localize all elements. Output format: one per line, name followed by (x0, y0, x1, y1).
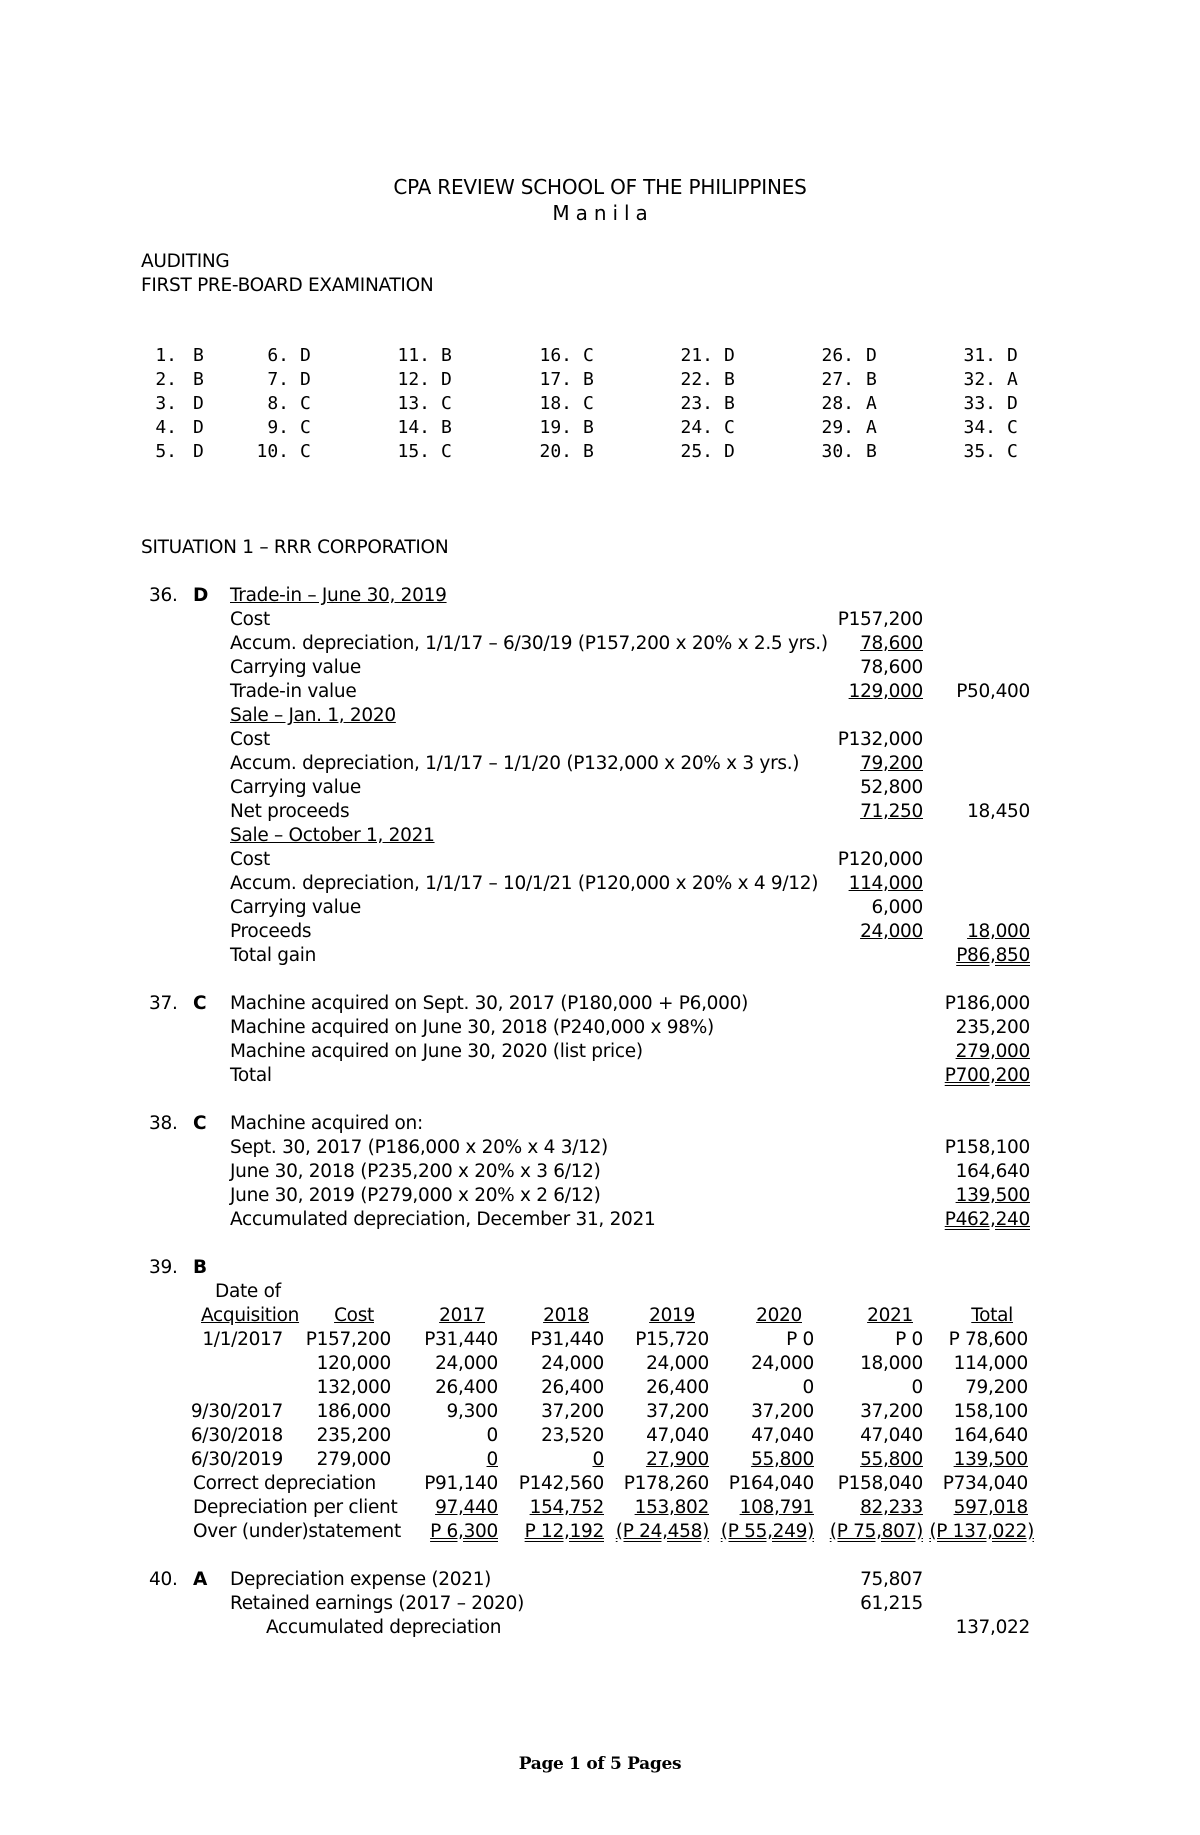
amount-total: 164,640 (955, 1161, 1030, 1182)
answer-letter: C (1007, 417, 1018, 438)
summary-cell: P 12,192 (524, 1521, 604, 1542)
answer-number: 18. (539, 393, 572, 414)
summary-cell: P 6,300 (430, 1521, 498, 1542)
line-label: Total (230, 1065, 272, 1086)
amount: 79,200 (860, 753, 923, 774)
line-label: Sept. 30, 2017 (P186,000 x 20% x 4 3/12) (230, 1137, 608, 1158)
amount-total: 279,000 (955, 1041, 1030, 1062)
line-label: Accum. depreciation, 1/1/17 – 10/1/21 (P120,000 x 20% x 4 9/12) (230, 873, 819, 894)
answer-letter: D (193, 393, 204, 414)
answer-number: 32. (963, 369, 996, 390)
table-cell: 279,000 (316, 1449, 391, 1470)
amount: 129,000 (848, 681, 923, 702)
line-label: Cost (230, 609, 270, 630)
table-header: 2020 (756, 1305, 802, 1326)
answer-letter: D (441, 369, 452, 390)
table-header: 2018 (543, 1305, 589, 1326)
line-label: Carrying value (230, 657, 361, 678)
answer-number: 6. (267, 345, 289, 366)
table-cell: 47,040 (751, 1425, 814, 1446)
summary-cell: (P 137,022) (929, 1521, 1034, 1542)
answer-letter: C (300, 441, 311, 462)
summary-label: Over (under)statement (193, 1521, 401, 1542)
answer-number: 26. (821, 345, 854, 366)
answer-number: 15. (397, 441, 430, 462)
line-label: June 30, 2018 (P235,200 x 20% x 3 6/12) (230, 1161, 601, 1182)
answer-letter: D (724, 345, 735, 366)
table-cell: 55,800 (860, 1449, 923, 1470)
line-label: Carrying value (230, 777, 361, 798)
summary-cell: 154,752 (529, 1497, 604, 1518)
summary-cell: (P 75,807) (829, 1521, 923, 1542)
answer-number: 17. (539, 369, 572, 390)
table-cell: 0 (802, 1377, 814, 1398)
table-cell: 37,200 (646, 1401, 709, 1422)
table-cell: 0 (486, 1449, 498, 1470)
answer-number: 8. (267, 393, 289, 414)
answer-letter: B (193, 345, 204, 366)
answer-number: 7. (267, 369, 289, 390)
answer-number: 23. (680, 393, 713, 414)
amount: 78,600 (860, 633, 923, 654)
table-cell: 37,200 (751, 1401, 814, 1422)
answer-number: 20. (539, 441, 572, 462)
amount-total: P158,100 (944, 1137, 1030, 1158)
summary-label: Correct depreciation (193, 1473, 376, 1494)
answer-letter: A (866, 417, 877, 438)
grand-total: P86,850 (956, 945, 1030, 966)
answer-letter: B (583, 441, 594, 462)
question-number: 40. (149, 1569, 178, 1590)
table-cell: 0 (911, 1377, 923, 1398)
journal-debit-account: Depreciation expense (2021) (230, 1569, 492, 1590)
answer-number: 22. (680, 369, 713, 390)
amount-total: 235,200 (955, 1017, 1030, 1038)
table-cell: 114,000 (953, 1353, 1028, 1374)
answer-number: 24. (680, 417, 713, 438)
answer-number: 13. (397, 393, 430, 414)
answer-number: 28. (821, 393, 854, 414)
table-header: Cost (334, 1305, 374, 1326)
line-label: June 30, 2019 (P279,000 x 20% x 2 6/12) (230, 1185, 601, 1206)
summary-cell: (P 24,458) (615, 1521, 709, 1542)
answer-number: 11. (397, 345, 430, 366)
table-cell-date: 9/30/2017 (190, 1401, 283, 1422)
amount: 71,250 (860, 801, 923, 822)
table-header: 2019 (649, 1305, 695, 1326)
answer-number: 10. (256, 441, 289, 462)
amount: P157,200 (837, 609, 923, 630)
debit-amount: 75,807 (860, 1569, 923, 1590)
question-number: 39. (149, 1257, 178, 1278)
line-label: Proceeds (230, 921, 312, 942)
answer-letter: B (583, 417, 594, 438)
summary-cell: 153,802 (634, 1497, 709, 1518)
table-cell-date: 6/30/2019 (190, 1449, 283, 1470)
question-answer: B (193, 1257, 207, 1278)
answer-number: 25. (680, 441, 713, 462)
amount-total: 18,000 (967, 921, 1030, 942)
table-header-date-of: Date of (215, 1281, 281, 1302)
answer-number: 12. (397, 369, 430, 390)
line-label: Machine acquired on June 30, 2020 (list price) (230, 1041, 643, 1062)
table-cell: P 0 (786, 1329, 814, 1350)
answer-letter: C (1007, 441, 1018, 462)
answer-number: 29. (821, 417, 854, 438)
table-cell: 26,400 (435, 1377, 498, 1398)
table-cell: P31,440 (424, 1329, 498, 1350)
answer-number: 19. (539, 417, 572, 438)
answer-number: 4. (155, 417, 177, 438)
line-label: Cost (230, 729, 270, 750)
table-cell: P31,440 (530, 1329, 604, 1350)
table-cell: 186,000 (316, 1401, 391, 1422)
line-label: Cost (230, 849, 270, 870)
grand-total: P462,240 (944, 1209, 1030, 1230)
amount: 24,000 (860, 921, 923, 942)
answer-letter: C (441, 393, 452, 414)
table-cell: 23,520 (541, 1425, 604, 1446)
table-cell: 26,400 (646, 1377, 709, 1398)
table-cell: 47,040 (860, 1425, 923, 1446)
table-cell: 24,000 (435, 1353, 498, 1374)
table-cell: 24,000 (646, 1353, 709, 1374)
answer-number: 16. (539, 345, 572, 366)
line-label: Machine acquired on Sept. 30, 2017 (P180,000 + P6,000) (230, 993, 748, 1014)
question-number: 37. (149, 993, 178, 1014)
answer-letter: D (1007, 345, 1018, 366)
answer-letter: C (724, 417, 735, 438)
summary-cell: 82,233 (860, 1497, 923, 1518)
amount: 6,000 (871, 897, 923, 918)
line-label: Accumulated depreciation, December 31, 2021 (230, 1209, 656, 1230)
table-cell: 120,000 (316, 1353, 391, 1374)
summary-cell: P91,140 (424, 1473, 498, 1494)
answer-number: 3. (155, 393, 177, 414)
table-cell: 235,200 (316, 1425, 391, 1446)
grand-total: P700,200 (944, 1065, 1030, 1086)
answer-number: 27. (821, 369, 854, 390)
table-header: Total (971, 1305, 1013, 1326)
answer-number: 30. (821, 441, 854, 462)
answer-number: 1. (155, 345, 177, 366)
amount: 78,600 (860, 657, 923, 678)
answer-letter: C (583, 345, 594, 366)
answer-letter: D (300, 345, 311, 366)
answer-number: 14. (397, 417, 430, 438)
answer-letter: B (583, 369, 594, 390)
line-label: Trade-in value (230, 681, 357, 702)
amount-total: 18,450 (967, 801, 1030, 822)
table-cell: P15,720 (635, 1329, 709, 1350)
answer-number: 35. (963, 441, 996, 462)
table-cell: 0 (592, 1449, 604, 1470)
summary-cell: 597,018 (953, 1497, 1028, 1518)
summary-cell: P142,560 (518, 1473, 604, 1494)
line-label: Machine acquired on: (230, 1113, 423, 1134)
answer-number: 2. (155, 369, 177, 390)
table-cell: 158,100 (953, 1401, 1028, 1422)
answer-letter: B (441, 417, 452, 438)
table-cell: 139,500 (953, 1449, 1028, 1470)
line-label: Accum. depreciation, 1/1/17 – 1/1/20 (P132,000 x 20% x 3 yrs.) (230, 753, 800, 774)
answer-letter: B (193, 369, 204, 390)
answer-letter: C (300, 417, 311, 438)
answer-letter: A (1007, 369, 1018, 390)
table-cell: 37,200 (541, 1401, 604, 1422)
table-cell: 164,640 (953, 1425, 1028, 1446)
answer-letter: C (583, 393, 594, 414)
summary-label: Depreciation per client (193, 1497, 398, 1518)
line-label: Accum. depreciation, 1/1/17 – 6/30/19 (P157,200 x 20% x 2.5 yrs.) (230, 633, 828, 654)
line-label: Carrying value (230, 897, 361, 918)
table-cell: 26,400 (541, 1377, 604, 1398)
table-cell: 132,000 (316, 1377, 391, 1398)
line-label: Net proceeds (230, 801, 350, 822)
amount: 52,800 (860, 777, 923, 798)
page-footer: Page 1 of 5 Pages (518, 1754, 682, 1774)
question-number: 36. (149, 585, 178, 606)
answer-letter: B (866, 369, 877, 390)
table-cell-date: 1/1/2017 (202, 1329, 283, 1350)
debit-amount: 61,215 (860, 1593, 923, 1614)
answer-letter: A (866, 393, 877, 414)
table-cell: 24,000 (751, 1353, 814, 1374)
question-number: 38. (149, 1113, 178, 1134)
school-title: CPA REVIEW SCHOOL OF THE PHILIPPINES (393, 175, 807, 199)
section-heading: Sale – October 1, 2021 (230, 825, 435, 846)
question-answer: A (193, 1569, 208, 1590)
table-header: 2021 (867, 1305, 913, 1326)
table-cell: 27,900 (646, 1449, 709, 1470)
summary-cell: P164,040 (728, 1473, 814, 1494)
answer-letter: B (724, 393, 735, 414)
summary-cell: 108,791 (739, 1497, 814, 1518)
table-cell: 37,200 (860, 1401, 923, 1422)
table-header: 2017 (439, 1305, 485, 1326)
amount-total: 139,500 (955, 1185, 1030, 1206)
answer-letter: D (1007, 393, 1018, 414)
question-answer: C (193, 1113, 207, 1134)
answer-number: 21. (680, 345, 713, 366)
summary-cell: P734,040 (942, 1473, 1028, 1494)
table-cell-date: 6/30/2018 (190, 1425, 283, 1446)
answer-letter: D (724, 441, 735, 462)
journal-credit-account: Accumulated depreciation (266, 1617, 502, 1638)
answer-letter: D (866, 345, 877, 366)
section-heading: Sale – Jan. 1, 2020 (230, 705, 396, 726)
table-cell: P 78,600 (948, 1329, 1028, 1350)
amount-total: P186,000 (944, 993, 1030, 1014)
answer-letter: C (441, 441, 452, 462)
answer-letter: B (724, 369, 735, 390)
table-cell: 47,040 (646, 1425, 709, 1446)
situation-title: SITUATION 1 – RRR CORPORATION (141, 537, 449, 558)
table-cell: 55,800 (751, 1449, 814, 1470)
journal-debit-account: Retained earnings (2017 – 2020) (230, 1593, 525, 1614)
amount-total: P50,400 (956, 681, 1030, 702)
answer-number: 33. (963, 393, 996, 414)
amount: 114,000 (848, 873, 923, 894)
summary-cell: P158,040 (837, 1473, 923, 1494)
question-answer: D (193, 585, 209, 606)
answer-letter: C (300, 393, 311, 414)
line-label: Total gain (230, 945, 317, 966)
city-label: M a n i l a (552, 201, 648, 225)
section-heading: Trade-in – June 30, 2019 (230, 585, 447, 606)
answer-letter: D (300, 369, 311, 390)
table-cell: 9,300 (446, 1401, 498, 1422)
answer-number: 9. (267, 417, 289, 438)
summary-cell: (P 55,249) (720, 1521, 814, 1542)
table-cell: 0 (486, 1425, 498, 1446)
answer-number: 31. (963, 345, 996, 366)
answer-letter: B (866, 441, 877, 462)
table-cell: 79,200 (965, 1377, 1028, 1398)
subject-label: AUDITING (141, 251, 230, 272)
answer-number: 5. (155, 441, 177, 462)
table-cell: P157,200 (305, 1329, 391, 1350)
exam-label: FIRST PRE-BOARD EXAMINATION (141, 275, 434, 296)
line-label: Machine acquired on June 30, 2018 (P240,000 x 98%) (230, 1017, 714, 1038)
table-cell: 18,000 (860, 1353, 923, 1374)
table-cell: P 0 (895, 1329, 923, 1350)
answer-number: 34. (963, 417, 996, 438)
summary-cell: 97,440 (435, 1497, 498, 1518)
summary-cell: P178,260 (623, 1473, 709, 1494)
amount: P120,000 (837, 849, 923, 870)
amount: P132,000 (837, 729, 923, 750)
answer-letter: B (441, 345, 452, 366)
table-header: Acquisition (201, 1305, 300, 1326)
answer-letter: D (193, 441, 204, 462)
credit-amount: 137,022 (955, 1617, 1030, 1638)
question-answer: C (193, 993, 207, 1014)
table-cell: 24,000 (541, 1353, 604, 1374)
answer-letter: D (193, 417, 204, 438)
